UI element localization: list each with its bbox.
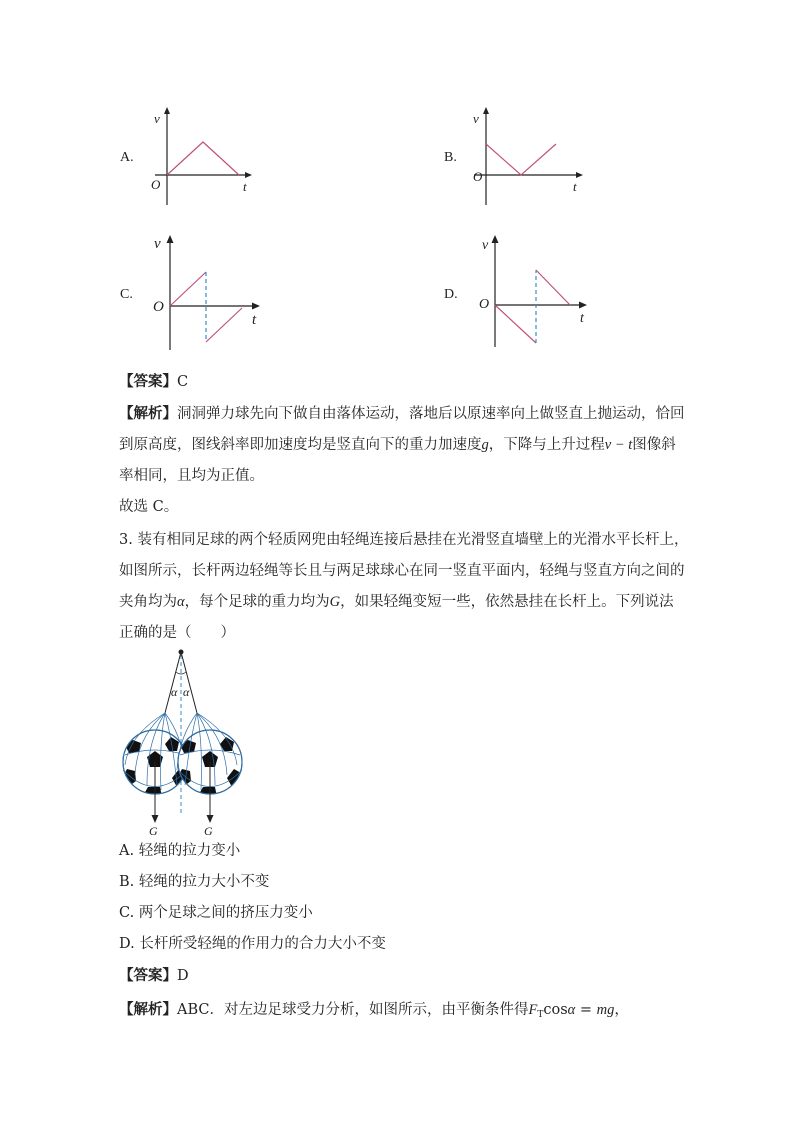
graph-a-origin-label: O: [151, 177, 161, 192]
q3-stem-line-4: 正确的是（ ）: [119, 625, 235, 641]
graph-b-v-label: v: [473, 111, 479, 126]
alpha-left-label: α: [171, 685, 178, 699]
graph-c-t-label: t: [252, 312, 257, 328]
graph-a-velocity-line: [167, 142, 239, 175]
graph-b-origin-label: O: [473, 169, 483, 184]
football-figure: [115, 645, 250, 840]
option-b-letter: B.: [444, 150, 457, 165]
q3-answer-value: D: [177, 968, 189, 984]
graph-c-segment-up: [206, 308, 242, 342]
graph-a: [145, 105, 265, 210]
q3-analysis-tag: 【解析】: [119, 1001, 177, 1018]
q2-answer-value: C: [177, 374, 189, 390]
graph-d-origin-label: O: [479, 297, 490, 312]
q3-analysis-line-1: 【解析】ABC．对左边足球受力分析，如图所示，由平衡条件得$F_T\cos\alpha$ = mg，: [119, 1001, 629, 1020]
g-left-label: G: [149, 824, 158, 838]
graph-a-v-label: v: [154, 111, 160, 126]
graph-b-velocity-line: [486, 144, 556, 175]
graph-d-segment-down: [495, 305, 536, 343]
q2-analysis-tag: 【解析】: [119, 405, 177, 422]
g-right-label: G: [204, 824, 213, 838]
option-d-letter: D.: [444, 287, 458, 302]
q3-answer-tag: 【答案】: [119, 967, 177, 984]
graph-d-t-label: t: [580, 311, 584, 326]
vt-symbol: v − t: [604, 437, 633, 453]
alpha-symbol: α: [177, 594, 185, 610]
option-a-letter: A.: [120, 150, 134, 165]
q3-stem-line-2: 如图所示，长杆两边轻绳等长且与两足球球心在同一竖直平面内，轻绳与竖直方向之间的: [119, 563, 685, 579]
q3-option-c: C. 两个足球之间的挤压力变小: [119, 905, 313, 921]
g-weight-symbol: G: [329, 594, 341, 610]
graph-b-t-label: t: [573, 179, 577, 194]
option-c-letter: C.: [120, 287, 133, 302]
graph-d: [470, 232, 595, 352]
q2-conclusion: 故选 C。: [119, 499, 179, 515]
graph-d-segment-up: [536, 270, 570, 305]
graph-a-t-label: t: [243, 179, 247, 194]
tension-symbol: F: [528, 1002, 538, 1018]
gravity-symbol: g: [481, 437, 489, 453]
q3-answer: [119, 966, 189, 986]
q2-answer-tag: 【答案】: [119, 373, 177, 390]
graph-d-v-label: v: [482, 238, 489, 253]
q3-stem-line-1: 3. 装有相同足球的两个轻质网兜由轻绳连接后悬挂在光滑竖直墙壁上的光滑水平长杆上，: [119, 532, 689, 548]
q3-option-b: B. 轻绳的拉力大小不变: [119, 874, 270, 890]
graph-c: [145, 230, 270, 355]
q2-answer: [119, 372, 188, 392]
q3-option-d: D. 长杆所受轻绳的作用力的合力大小不变: [119, 936, 386, 952]
graph-c-segment-down: [170, 272, 206, 306]
q2-analysis-line-2: 到原高度，图线斜率即加速度均是竖直向下的重力加速度g，下降与上升过程v − t图像斜: [119, 437, 676, 453]
q2-analysis-line-1: 【解析】洞洞弹力球先向下做自由落体运动，落地后以原速率向上做竖直上抛运动，恰回: [119, 405, 685, 422]
alpha-right-label: α: [183, 685, 190, 699]
graph-b: [466, 105, 586, 210]
q2-analysis-line-3: 率相同，且均为正值。: [119, 468, 264, 484]
graph-c-origin-label: O: [153, 299, 164, 315]
q3-option-a: A. 轻绳的拉力变小: [119, 843, 241, 859]
q3-stem-line-3: 夹角均为α，每个足球的重力均为G，如果轻绳变短一些，依然悬挂在长杆上。下列说法: [119, 594, 674, 610]
graph-c-v-label: v: [154, 236, 161, 252]
right-rope: [181, 652, 197, 713]
left-rope: [165, 652, 181, 713]
